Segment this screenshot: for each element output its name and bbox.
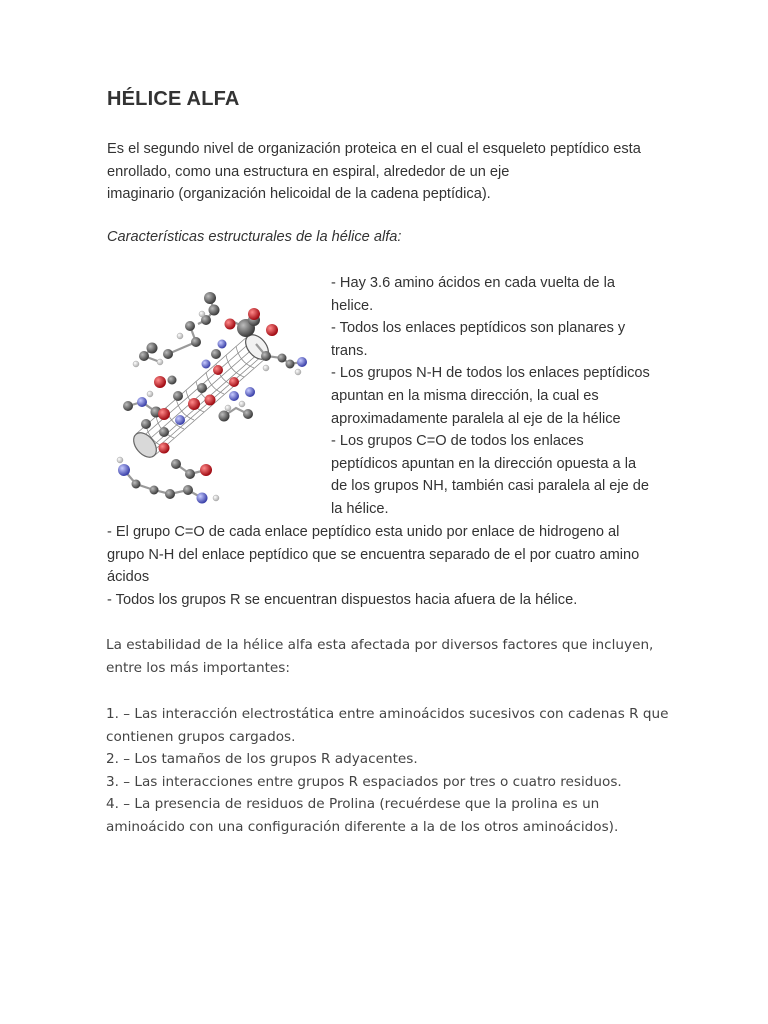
- section-subtitle: Características estructurales de la hélice alfa:: [107, 229, 402, 245]
- list-item: de los grupos NH, también casi paralela al eje de: [331, 478, 649, 495]
- page-title: HÉLICE ALFA: [107, 88, 240, 110]
- list-item: contienen grupos cargados.: [106, 728, 296, 745]
- stability-factors-list: [106, 703, 686, 838]
- helix-characteristics-continued: [107, 521, 677, 611]
- list-item: - Todos los grupos R se encuentran dispuestos hacia afuera de la hélice.: [107, 591, 578, 608]
- list-item: grupo N-H del enlace peptídico que se encuentra separado de el por cuatro amino: [107, 546, 640, 563]
- intro-line: enrollado, como una estructura en espiral, alrededor de un eje: [107, 163, 510, 180]
- intro-line: imaginario (organización helicoidal de la cadena peptídica).: [107, 186, 491, 202]
- list-item: apuntan en la misma dirección, la cual es: [331, 387, 599, 404]
- alpha-helix-molecule-figure: [106, 284, 328, 514]
- intro-paragraph: [107, 138, 667, 206]
- list-item: 1. – Las interacción electrostática entre aminoácidos sucesivos con cadenas R que: [106, 706, 669, 722]
- intro-line: Es el segundo nivel de organización proteica en el cual el esqueleto peptídico esta: [107, 141, 641, 157]
- list-item: - Todos los enlaces peptídicos son planares y: [331, 320, 626, 337]
- list-item: trans.: [331, 342, 368, 359]
- list-item: 3. – Las interacciones entre grupos R espaciados por tres o cuatro residuos.: [106, 773, 622, 790]
- list-item: 4. – La presencia de residuos de Prolina (recuérdese que la prolina es un: [106, 796, 600, 812]
- list-item: ácidos: [107, 569, 150, 586]
- list-item: - Los grupos N-H de todos los enlaces peptídicos: [331, 365, 650, 382]
- list-item: peptídicos apuntan en la dirección opuesta a la: [331, 455, 637, 472]
- list-item: 2. – Los tamaños de los grupos R adyacentes.: [106, 751, 418, 767]
- list-item: helice.: [331, 297, 374, 314]
- helix-characteristics-list: [331, 272, 671, 521]
- list-item: aminoácido con una configuración diferente a la de los otros aminoácidos).: [106, 818, 619, 835]
- stability-line: La estabilidad de la hélice alfa esta afectada por diversos factores que incluyen,: [106, 637, 654, 653]
- stability-paragraph: [106, 634, 686, 679]
- stability-line: entre los más importantes:: [106, 659, 290, 676]
- list-item: - Hay 3.6 amino ácidos en cada vuelta de la: [331, 275, 615, 291]
- list-item: - El grupo C=O de cada enlace peptídico esta unido por enlace de hidrogeno al: [107, 524, 620, 540]
- list-item: - Los grupos C=O de todos los enlaces: [331, 433, 584, 450]
- list-item: la hélice.: [331, 500, 389, 517]
- list-item: aproximadamente paralela al eje de la hélice: [331, 410, 621, 427]
